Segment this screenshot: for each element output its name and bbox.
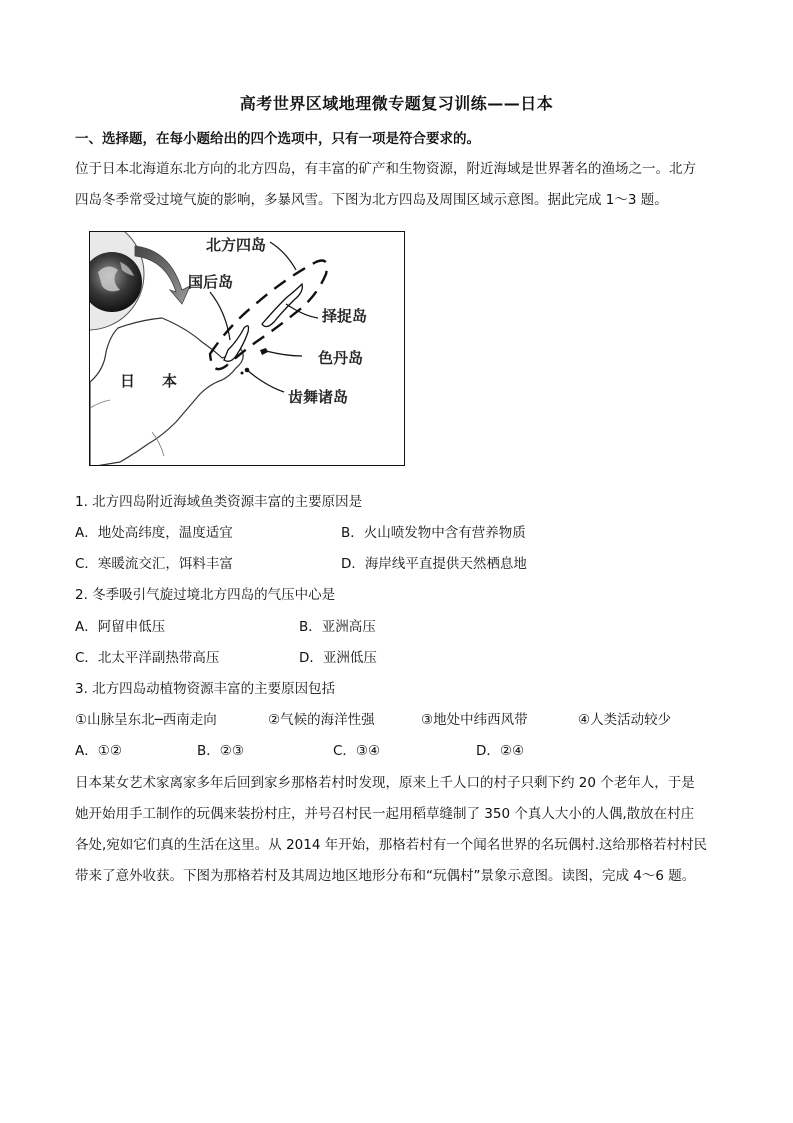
etorofu-island <box>262 284 302 327</box>
hokkaido-outline <box>90 318 243 466</box>
label-region: 北方四岛 <box>206 236 267 254</box>
label-japan-1: 日 <box>120 372 136 390</box>
q2-stem: 2. 冬季吸引气旋过境北方四岛的气压中心是 <box>75 587 336 603</box>
q3-option-d[interactable]: D．②④ <box>476 743 525 759</box>
q1-option-c[interactable]: C．寒暖流交汇，饵料丰富 <box>75 556 233 572</box>
q1-stem: 1. 北方四岛附近海域鱼类资源丰富的主要原因是 <box>75 494 363 510</box>
passage2-line-3: 各处,宛如它们真的生活在这里。从 2014 年开始，那格若村有一个闻名世界的名玩偶村.这给那格若村村民 <box>75 837 708 853</box>
passage2-line-2: 她开始用手工制作的玩偶来装扮村庄，并号召村民一起用稻草缝制了 350 个真人大小的人偶,散放在村庄 <box>75 806 695 822</box>
passage1-line-1: 位于日本北海道东北方向的北方四岛，有丰富的矿产和生物资源，附近海域是世界著名的渔场之一。北方 <box>75 161 696 177</box>
q2-option-c[interactable]: C．北太平洋副热带高压 <box>75 650 220 666</box>
q2-option-d[interactable]: D．亚洲低压 <box>299 650 377 666</box>
q2-option-b[interactable]: B．亚洲高压 <box>299 619 376 635</box>
q1-option-b[interactable]: B．火山喷发物中含有营养物质 <box>341 525 526 541</box>
passage2-line-1: 日本某女艺术家离家多年后回到家乡那格若村时发现，原来上千人口的村子只剩下约 20 个老年人，于是 <box>75 775 695 791</box>
page-title: 高考世界区域地理微专题复习训练——日本 <box>239 94 554 113</box>
label-kunashiri: 国后岛 <box>188 273 234 291</box>
q1-option-d[interactable]: D．海岸线平直提供天然栖息地 <box>341 556 527 572</box>
q3-statement-3: ③地处中纬西风带 <box>421 712 528 728</box>
section-heading: 一、选择题，在每小题给出的四个选项中，只有一项是符合要求的。 <box>75 131 480 147</box>
label-etorofu: 择捉岛 <box>322 307 368 325</box>
q3-option-a[interactable]: A．①② <box>75 743 122 759</box>
q3-stem: 3. 北方四岛动植物资源丰富的主要原因包括 <box>75 681 336 697</box>
passage1-line-2: 四岛冬季常受过境气旋的影响，多暴风雪。下图为北方四岛及周围区域示意图。据此完成 1～3 题。 <box>75 192 668 208</box>
label-habomai: 齿舞诸岛 <box>288 388 349 406</box>
q3-statement-1: ①山脉呈东北─西南走向 <box>75 712 217 728</box>
q3-statement-2: ②气候的海洋性强 <box>268 712 375 728</box>
kuril-islands-map <box>89 231 405 466</box>
passage2-line-4: 带来了意外收获。下图为那格若村及其周边地区地形分布和“玩偶村”景象示意图。读图，完成 4～6 题。 <box>75 868 696 884</box>
q2-option-a[interactable]: A．阿留申低压 <box>75 619 166 635</box>
q3-option-b[interactable]: B．②③ <box>197 743 244 759</box>
q3-option-c[interactable]: C．③④ <box>333 743 381 759</box>
q3-statement-4: ④人类活动较少 <box>578 712 672 728</box>
q1-option-a[interactable]: A．地处高纬度，温度适宜 <box>75 525 233 541</box>
label-japan-2: 本 <box>162 372 178 390</box>
label-shikotan: 色丹岛 <box>318 349 364 367</box>
